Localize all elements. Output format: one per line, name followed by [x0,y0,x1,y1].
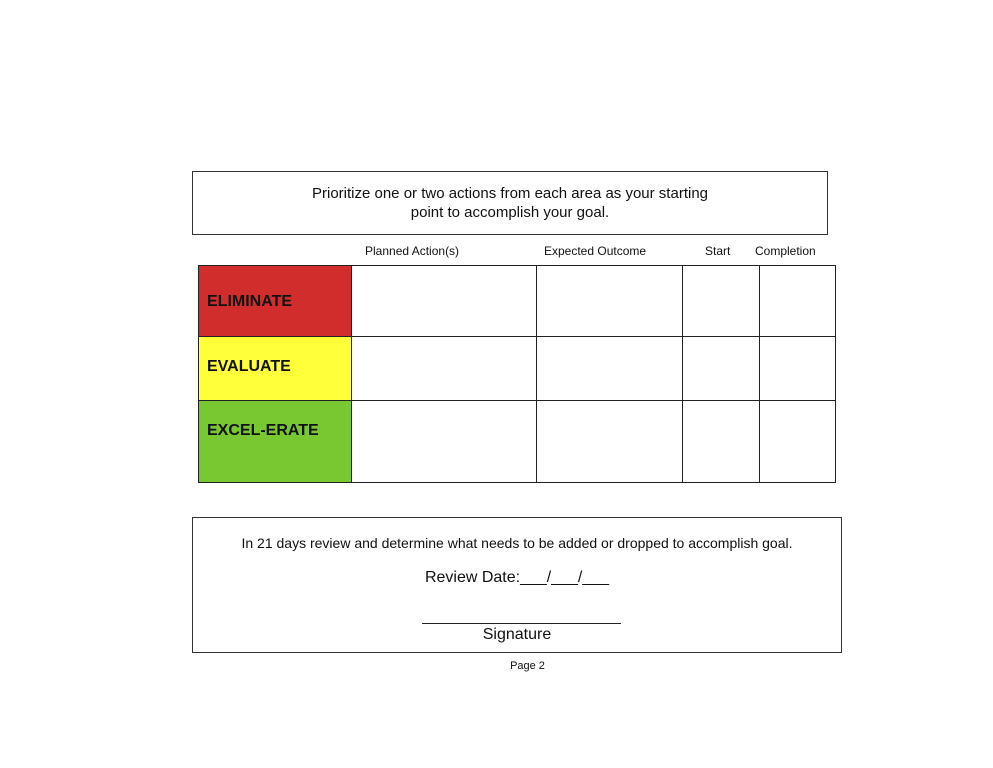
row-label-eliminate [199,266,352,337]
label-eliminate: ELIMINATE [207,293,293,310]
intro-box [192,171,828,235]
header-completion: Completion [755,244,816,258]
signature-line[interactable] [422,623,621,624]
header-planned-actions: Planned Action(s) [365,244,460,258]
expected-outcome-cell-evaluate[interactable] [537,337,683,401]
review-instruction: In 21 days review and determine what needs to be added or dropped to accomplish goal. [241,535,793,551]
intro-line-1: Prioritize one or two actions from each area as your starting [311,185,708,202]
expected-outcome-cell-eliminate[interactable] [537,266,683,337]
completion-cell-excelerate[interactable] [760,401,836,483]
completion-cell-evaluate[interactable] [760,337,836,401]
table-row-eliminate [199,266,836,337]
page-number: Page 2 [510,660,545,672]
label-evaluate: EVALUATE [207,358,291,375]
header-expected-outcome: Expected Outcome [544,244,647,258]
start-cell-evaluate[interactable] [683,337,760,401]
completion-cell-eliminate[interactable] [760,266,836,337]
table-row-excelerate [199,401,836,483]
signature-label: Signature [482,626,552,643]
review-date-field[interactable]: Review Date:___/___/___ [424,569,610,586]
row-label-excelerate [199,401,352,483]
label-excelerate: EXCEL-ERATE [207,422,319,439]
header-start: Start [705,244,731,258]
review-box [192,517,842,653]
table-row-evaluate [199,337,836,401]
row-label-evaluate [199,337,352,401]
intro-line-2: point to accomplish your goal. [410,204,610,221]
planned-action-cell-excelerate[interactable] [352,401,537,483]
planned-action-cell-eliminate[interactable] [352,266,537,337]
expected-outcome-cell-excelerate[interactable] [537,401,683,483]
planned-action-cell-evaluate[interactable] [352,337,537,401]
action-plan-table [198,265,836,483]
start-cell-eliminate[interactable] [683,266,760,337]
start-cell-excelerate[interactable] [683,401,760,483]
